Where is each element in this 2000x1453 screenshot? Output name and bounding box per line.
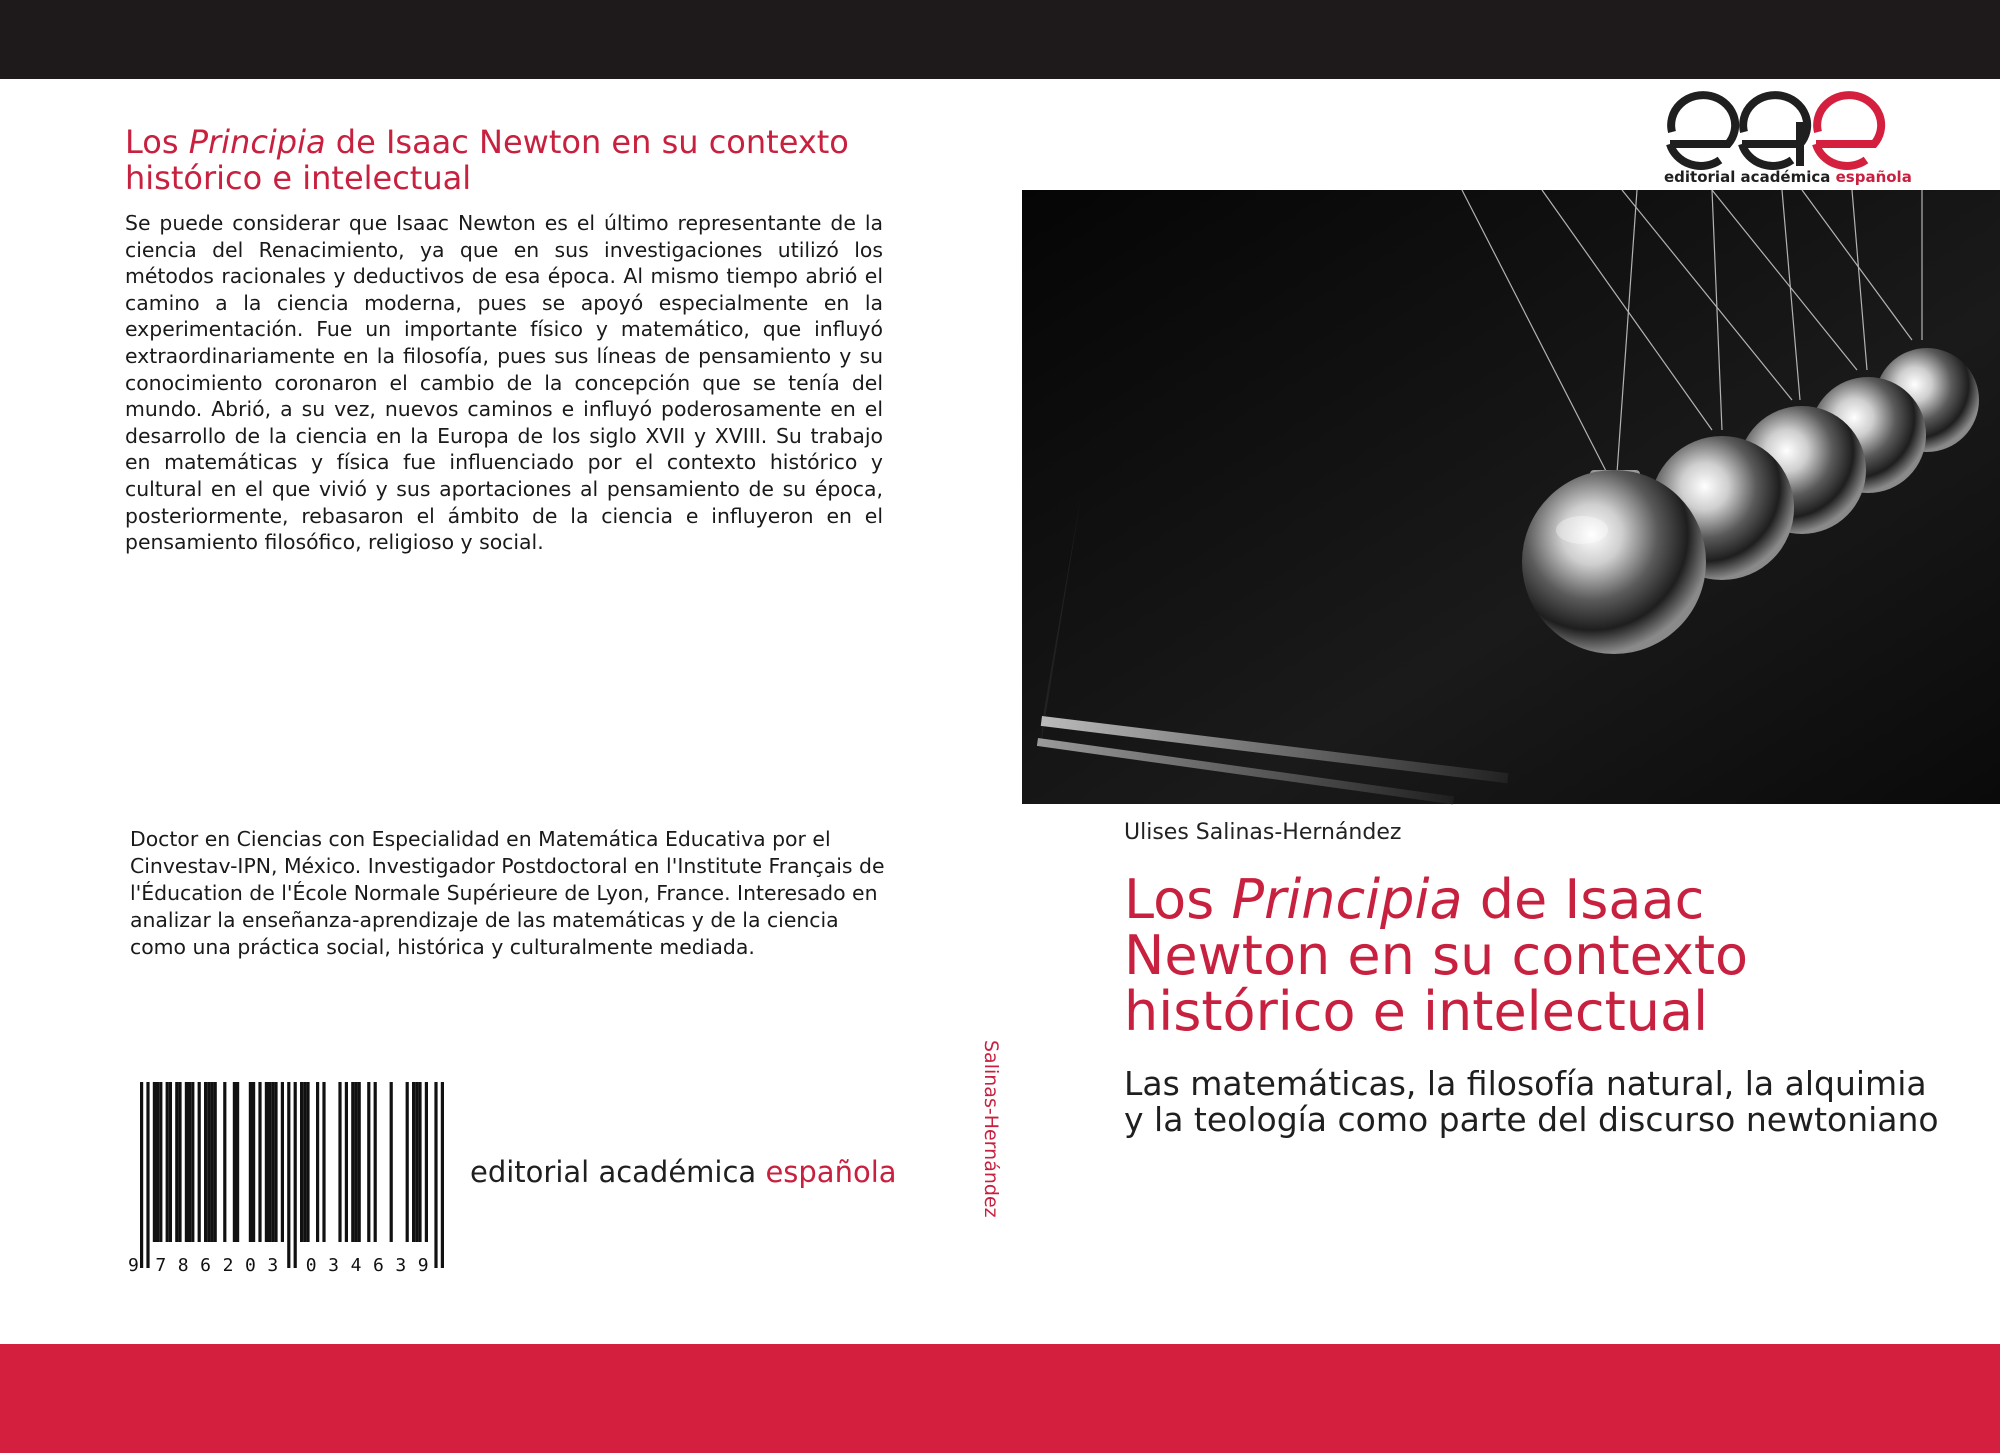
isbn-digit: 4 <box>350 1255 362 1276</box>
spine-author: Salinas-Hernández <box>980 1040 1002 1218</box>
back-title-suffix: de Isaac Newton en su contexto histórico e intelectual <box>125 123 849 197</box>
barcode-bar <box>354 1082 357 1242</box>
barcode-bar <box>156 1082 159 1242</box>
bottom-band <box>0 1344 2000 1453</box>
barcode-bar <box>233 1082 236 1242</box>
barcode-bar <box>374 1082 377 1242</box>
barcode-bar <box>140 1082 143 1268</box>
back-cover-blurb: Se puede considerar que Isaac Newton es el último representante de la ciencia del Renacimiento, ya que en sus investigaciones utilizó los métodos racionales y deductivos de esa época. Al mismo tiempo abrió el camino a la ciencia moderna, pues se apoyó especialmente en la experimentación. Fue un importante físico y matemático, que influyó extraordinariamente en la filosofía, pues sus líneas de pensamiento y su conocimiento coronaron el cambio de la concepción que se tenía del mundo. Abrió, a su vez, nuevos caminos e influyó poderosamente en el desarrollo de la ciencia en la Europa de los siglo XVII y XVIII. Su trabajo en matemáticas y física fue influenciado por el contexto histórico y cultural en el que vivió y sus aportaciones al pensamiento de su época, posteriormente, rebasaron el ámbito de la ciencia e influyeron en el pensamiento filosófico, religioso y social. <box>125 211 883 555</box>
barcode-bar <box>185 1082 188 1242</box>
barcode-bar <box>351 1082 354 1242</box>
barcode-bar <box>207 1082 210 1242</box>
barcode-bar <box>159 1082 162 1242</box>
front-title-suffix: de Isaac Newton en su contexto histórico e intelectual <box>1124 868 1749 1043</box>
barcode-bar <box>178 1082 181 1242</box>
barcode-bar <box>441 1082 444 1268</box>
barcode-bar <box>210 1082 213 1242</box>
barcode-bar <box>303 1082 306 1242</box>
barcode-bar <box>300 1082 303 1242</box>
barcode-bar <box>322 1082 325 1242</box>
isbn-digit: 9 <box>417 1255 429 1276</box>
barcode-bar <box>153 1082 156 1242</box>
barcode-bar <box>223 1082 226 1242</box>
front-cover-subtitle: Las matemáticas, la filosofía natural, la alquimia y la teología como parte del discurso newtoniano <box>1124 1064 1939 1139</box>
top-band <box>0 0 2000 79</box>
barcode-bar <box>236 1082 239 1242</box>
barcode-bar <box>412 1082 415 1242</box>
back-title-italic: Principia <box>188 123 326 161</box>
isbn-digit: 3 <box>328 1255 340 1276</box>
barcode-bar <box>358 1082 361 1242</box>
barcode-bar <box>338 1082 341 1242</box>
barcode-bar <box>252 1082 255 1242</box>
isbn-digit: 3 <box>267 1255 279 1276</box>
barcode-bar <box>271 1082 274 1242</box>
back-title-prefix: Los <box>125 123 189 161</box>
barcode-bar <box>425 1082 428 1242</box>
barcode-bar <box>316 1082 319 1242</box>
isbn-digit: 7 <box>155 1255 167 1276</box>
isbn-digit: 0 <box>305 1255 317 1276</box>
barcode-bar <box>294 1082 297 1268</box>
back-imprint <box>470 1155 897 1189</box>
barcode-bar <box>345 1082 348 1242</box>
front-author: Ulises Salinas-Hernández <box>1124 820 1402 845</box>
isbn-digit: 0 <box>244 1255 256 1276</box>
isbn-digit: 6 <box>372 1255 384 1276</box>
barcode-bar <box>306 1082 309 1242</box>
barcode-bar <box>434 1082 437 1268</box>
isbn-barcode <box>128 1082 454 1276</box>
author-bio: Doctor en Ciencias con Especialidad en Matemática Educativa por el Cinvestav-IPN, México. Investigador Postdoctoral en l'Institute Français de l'Éducation de l'École Normale Supérieure de Lyon, France. Interesado en analizar la enseñanza-aprendizaje de las matemáticas y de la ciencia como una práctica social, histórica y culturalmente mediada. <box>130 827 885 959</box>
barcode-bar <box>191 1082 194 1242</box>
barcode-bar <box>169 1082 172 1242</box>
barcode-bar <box>166 1082 169 1242</box>
barcode-bar <box>258 1082 261 1242</box>
barcode-bar <box>265 1082 268 1242</box>
imprint-main: editorial académica <box>470 1155 766 1189</box>
barcode-bar <box>204 1082 207 1242</box>
barcode-bar <box>367 1082 370 1242</box>
barcode-bar <box>287 1082 290 1268</box>
front-title-prefix: Los <box>1124 868 1232 931</box>
barcode-bar <box>406 1082 409 1242</box>
barcode-bar <box>146 1082 149 1268</box>
front-title-italic: Principia <box>1231 868 1463 931</box>
barcode-bar <box>249 1082 252 1242</box>
isbn-digit: 2 <box>222 1255 234 1276</box>
cover-photo-newtons-cradle <box>1022 190 2000 804</box>
barcode-bar <box>214 1082 217 1242</box>
front-cover-title <box>1124 868 1924 1043</box>
isbn-digit: 9 <box>128 1255 139 1276</box>
barcode-bar <box>268 1082 271 1242</box>
barcode-bar <box>188 1082 191 1242</box>
logo-caption <box>1664 168 1912 186</box>
barcode-bar <box>390 1082 393 1242</box>
barcode-bar <box>415 1082 418 1242</box>
newtons-cradle-image <box>1022 190 2000 804</box>
imprint-accent: española <box>765 1155 897 1189</box>
barcode-bar <box>418 1082 421 1242</box>
isbn-digit: 6 <box>200 1255 212 1276</box>
logo-caption-main: editorial académica <box>1664 168 1836 186</box>
barcode-bar <box>274 1082 277 1242</box>
barcode-bar <box>198 1082 201 1242</box>
logo-caption-accent: española <box>1835 168 1912 186</box>
back-cover-title <box>125 124 905 196</box>
barcode-bar <box>175 1082 178 1242</box>
isbn-digit: 8 <box>177 1255 189 1276</box>
isbn-digit: 3 <box>395 1255 407 1276</box>
barcode-bar <box>281 1082 284 1242</box>
